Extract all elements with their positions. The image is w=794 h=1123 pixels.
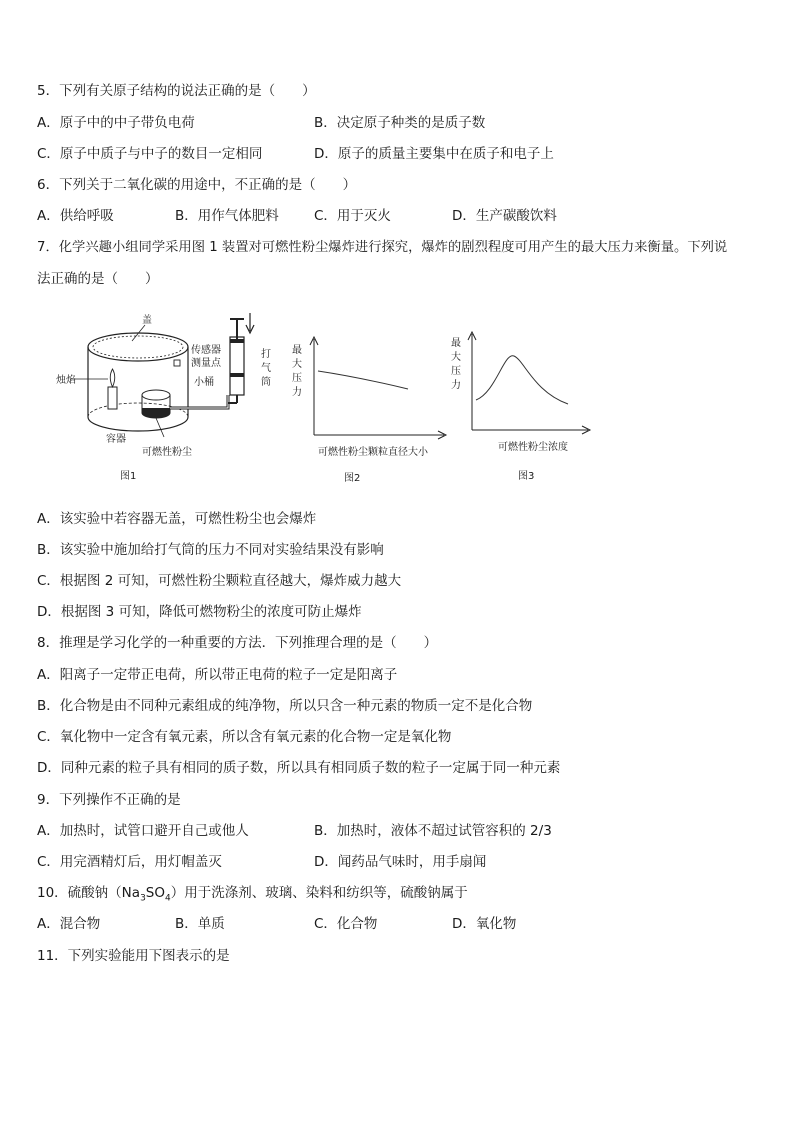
fig1-label-bucket: 小桶 bbox=[194, 377, 214, 388]
q9-option-d: D．闻药品气味时，用手扇闻 bbox=[314, 854, 487, 870]
q5-option-a: A．原子中的中子带负电荷 bbox=[37, 115, 195, 131]
fig2-ylabel-2: 大 bbox=[292, 359, 302, 370]
q7-option-c: C．根据图 2 可知，可燃性粉尘颗粒直径越大，爆炸威力越大 bbox=[37, 573, 402, 589]
fig1-caption: 图1 bbox=[120, 471, 137, 482]
q7-option-d: D．根据图 3 可知，降低可燃物粉尘的浓度可防止爆炸 bbox=[37, 604, 362, 620]
q9-stem: 9．下列操作不正确的是 bbox=[37, 792, 181, 808]
q9-option-a: A．加热时，试管口避开自己或他人 bbox=[37, 823, 249, 839]
q5-option-b: B．决定原子种类的是质子数 bbox=[314, 115, 486, 131]
fig3-ylabel-1: 最 bbox=[451, 338, 461, 349]
q7-stem-line1: 7．化学兴趣小组同学采用图 1 装置对可燃性粉尘爆炸进行探究，爆炸的剧烈程度可用产生的最大压力来衡量。下列说 bbox=[37, 240, 728, 255]
q9-option-c: C．用完酒精灯后，用灯帽盖灭 bbox=[37, 854, 222, 870]
figure-1-apparatus bbox=[50, 305, 295, 485]
q8-option-c: C．氧化物中一定含有氧元素，所以含有氧元素的化合物一定是氧化物 bbox=[37, 729, 452, 745]
fig1-label-container: 容器 bbox=[106, 434, 126, 445]
fig2-ylabel-3: 压 bbox=[292, 373, 302, 384]
fig1-label-lid: 盖 bbox=[142, 315, 152, 326]
q7-stem-line2: 法正确的是（ ） bbox=[37, 271, 159, 287]
q7-option-a: A．该实验中若容器无盖，可燃性粉尘也会爆炸 bbox=[37, 511, 317, 527]
q6-option-a: A．供给呼吸 bbox=[37, 208, 114, 224]
fig3-ylabel-3: 压 bbox=[451, 366, 461, 377]
fig1-label-sensor-1: 传感器 bbox=[191, 345, 221, 356]
q5-option-d: D．原子的质量主要集中在质子和电子上 bbox=[314, 146, 554, 162]
figure-3-chart bbox=[448, 330, 598, 485]
q11-stem: 11．下列实验能用下图表示的是 bbox=[37, 948, 230, 964]
fig1-label-dust: 可燃性粉尘 bbox=[142, 447, 192, 458]
q10-option-c: C．化合物 bbox=[314, 916, 378, 932]
q6-stem: 6．下列关于二氧化碳的用途中，不正确的是（ ） bbox=[37, 177, 357, 193]
fig2-ylabel-4: 力 bbox=[292, 387, 302, 398]
fig3-ylabel-2: 大 bbox=[451, 352, 461, 363]
fig3-ylabel-4: 力 bbox=[451, 380, 461, 391]
fig2-ylabel-1: 最 bbox=[292, 345, 302, 356]
q10-option-a: A．混合物 bbox=[37, 916, 101, 932]
fig2-xlabel: 可燃性粉尘颗粒直径大小 bbox=[318, 447, 428, 458]
q10-option-b: B．单质 bbox=[175, 916, 225, 932]
q5-stem: 5．下列有关原子结构的说法正确的是（ ） bbox=[37, 83, 316, 99]
fig1-label-flame: 烛焰 bbox=[56, 375, 76, 386]
fig2-caption: 图2 bbox=[344, 473, 361, 484]
q8-option-d: D．同种元素的粒子具有相同的质子数，所以具有相同质子数的粒子一定属于同一种元素 bbox=[37, 760, 561, 776]
q8-option-a: A．阳离子一定带正电荷，所以带正电荷的粒子一定是阳离子 bbox=[37, 667, 398, 683]
figure-2-chart bbox=[288, 335, 458, 485]
fig3-caption: 图3 bbox=[518, 471, 535, 482]
fig1-label-pump-3: 筒 bbox=[261, 377, 271, 388]
q6-option-c: C．用于灭火 bbox=[314, 208, 391, 224]
q10-option-d: D．氧化物 bbox=[452, 916, 517, 932]
q8-option-b: B．化合物是由不同种元素组成的纯净物，所以只含一种元素的物质一定不是化合物 bbox=[37, 698, 533, 714]
fig1-label-pump-2: 气 bbox=[261, 363, 271, 374]
fig1-label-pump-1: 打 bbox=[261, 349, 271, 360]
q8-stem: 8．推理是学习化学的一种重要的方法．下列推理合理的是（ ） bbox=[37, 635, 438, 651]
fig3-xlabel: 可燃性粉尘浓度 bbox=[498, 442, 568, 453]
q5-option-c: C．原子中质子与中子的数目一定相同 bbox=[37, 146, 263, 162]
fig1-label-sensor-2: 测量点 bbox=[191, 358, 221, 369]
q9-option-b: B．加热时，液体不超过试管容积的 2/3 bbox=[314, 823, 552, 839]
q6-option-d: D．生产碳酸饮料 bbox=[452, 208, 557, 224]
q7-option-b: B．该实验中施加给打气筒的压力不同对实验结果没有影响 bbox=[37, 542, 384, 558]
q10-stem: 10．硫酸钠$(Na_3SO_4)$用于洗涤剂、玻璃、染料和纺织等，硫酸钠属于 bbox=[37, 885, 468, 904]
q6-option-b: B．用作气体肥料 bbox=[175, 208, 279, 224]
